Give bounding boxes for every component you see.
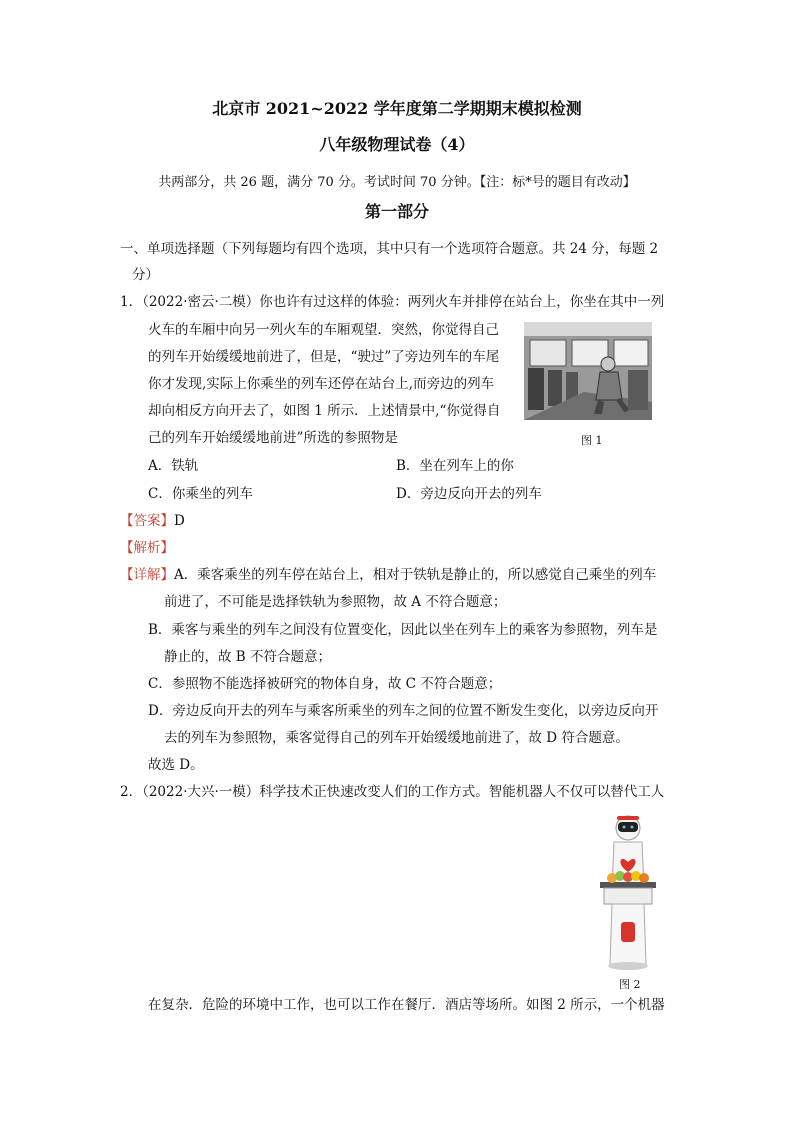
q1-stem-line2: 火车的车厢中向另一列火车的车厢观望．突然，你觉得自己 (148, 322, 499, 338)
detail-d-line2: 去的列车为参照物，乘客觉得自己的列车开始缓缓地前进了，故 D 符合题意。 (164, 730, 629, 746)
q1-option-b: B．坐在列车上的你 (396, 458, 514, 474)
detail-label: 【详解】 (120, 567, 174, 583)
q1-stem-line6: 己的列车开始缓缓地前进”所选的参照物是 (148, 430, 398, 446)
q2-stem-line2: 在复杂．危险的环境中工作，也可以工作在餐厅．酒店等场所。如图 2 所示，一个机器 (148, 997, 665, 1013)
figure2-caption: 图 2 (619, 978, 641, 991)
service-robot-figure (598, 812, 658, 972)
detail-a-line2: 前进了，不可能是选择铁轨为参照物，故 A 不符合题意； (164, 594, 507, 610)
section-heading-line2: 分） (132, 267, 159, 283)
q1-option-d: D．旁边反向开去的列车 (396, 486, 542, 502)
q2-stem-line1: 2．（2022·大兴·一模）科学技术正快速改变人们的工作方式。智能机器人不仅可以替代工人 (120, 784, 665, 800)
q1-option-c: C．你乘坐的列车 (148, 486, 253, 502)
exam-note: 共两部分，共 26 题，满分 70 分。考试时间 70 分钟。【注：标*号的题目有改动】 (158, 175, 636, 190)
q1-stem-line5: 却向相反方向开去了，如图 1 所示．上述情景中,“你觉得自 (148, 403, 501, 419)
q1-stem-line3: 的列车开始缓缓地前进了，但是，“驶过”了旁边列车的车尾 (148, 349, 500, 365)
exam-subtitle: 八年级物理试卷（4） (319, 135, 475, 154)
figure1-caption: 图 1 (581, 434, 603, 447)
detail-a-line1 (120, 566, 656, 584)
answer-line (120, 512, 185, 530)
q1-stem-line1: 1．（2022·密云·二模）你也许有过这样的体验：两列火车并排停在站台上，你坐在其中一列 (120, 294, 665, 310)
section-heading-line1: 一、单项选择题（下列每题均有四个选项，其中只有一个选项符合题意。共 24 分，每题 2 (120, 241, 659, 257)
part-heading: 第一部分 (364, 202, 429, 221)
detail-b-line2: 静止的，故 B 不符合题意； (164, 649, 332, 665)
detail-b-line1: B．乘客与乘坐的列车之间没有位置变化，因此以坐在列车上的乘客为参照物，列车是 (148, 622, 658, 638)
q1-option-a: A．铁轨 (148, 458, 199, 474)
conclusion: 故选 D。 (148, 757, 204, 773)
answer-value: D (174, 513, 185, 529)
exam-title: 北京市 2021~2022 学年度第二学期期末模拟检测 (212, 99, 582, 118)
analysis-label: 【解析】 (120, 540, 174, 556)
answer-label: 【答案】 (120, 513, 174, 529)
detail-a-text: A．乘客乘坐的列车停在站台上，相对于铁轨是静止的，所以感觉自己乘坐的列车 (174, 567, 657, 583)
train-interior-figure (524, 322, 652, 420)
q1-stem-line4: 你才发现,实际上你乘坐的列车还停在站台上,而旁边的列车 (148, 376, 495, 392)
detail-d-line1: D．旁边反向开去的列车与乘客所乘坐的列车之间的位置不断发生变化，以旁边反向开 (148, 703, 659, 719)
detail-c-line1: C．参照物不能选择被研究的物体自身，故 C 不符合题意； (148, 676, 502, 692)
